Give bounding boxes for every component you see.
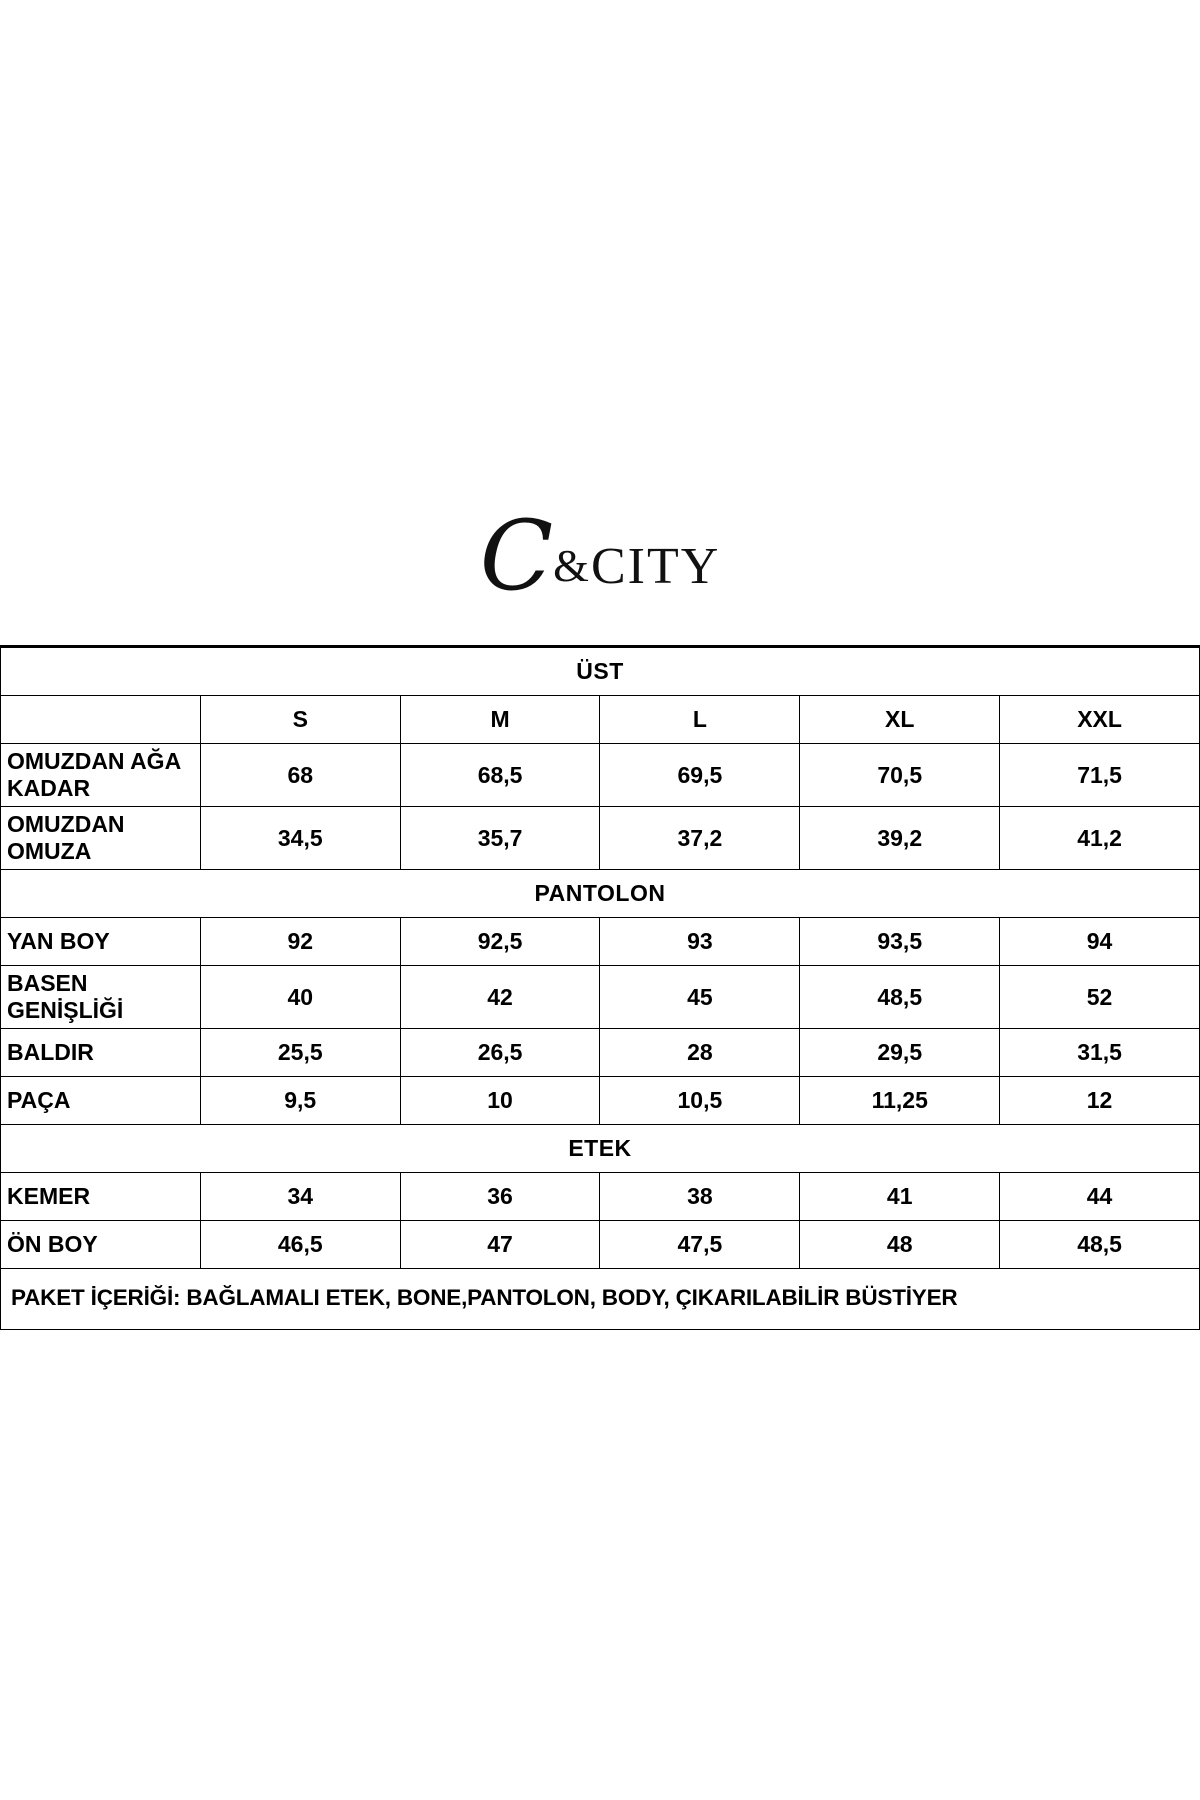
cell-value: 9,5 [200, 1077, 400, 1125]
header-size-m: M [400, 696, 600, 744]
header-blank-cell [1, 696, 201, 744]
table-row [1, 918, 1200, 966]
section-title-etek: ETEK [1, 1125, 1200, 1173]
cell-value: 34 [200, 1173, 400, 1221]
cell-value: 28 [600, 1029, 800, 1077]
cell-value: 31,5 [1000, 1029, 1200, 1077]
cell-value: 47,5 [600, 1221, 800, 1269]
row-label: YAN BOY [1, 918, 201, 966]
brand-header [0, 455, 1200, 647]
cell-value: 41,2 [1000, 807, 1200, 870]
cell-value: 48,5 [1000, 1221, 1200, 1269]
package-contents-note: PAKET İÇERİĞİ: BAĞLAMALI ETEK, BONE,PANTOLON, BODY, ÇIKARILABİLİR BÜSTİYER [0, 1269, 1200, 1330]
column-header-row [1, 696, 1200, 744]
row-label: PAÇA [1, 1077, 201, 1125]
header-size-s: S [200, 696, 400, 744]
brand-logo [479, 500, 721, 612]
cell-value: 25,5 [200, 1029, 400, 1077]
table-row [1, 744, 1200, 807]
cell-value: 69,5 [600, 744, 800, 807]
cell-value: 38 [600, 1173, 800, 1221]
table-row [1, 966, 1200, 1029]
cell-value: 37,2 [600, 807, 800, 870]
table-row [1, 1029, 1200, 1077]
cell-value: 93 [600, 918, 800, 966]
cell-value: 12 [1000, 1077, 1200, 1125]
cell-value: 29,5 [800, 1029, 1000, 1077]
cell-value: 42 [400, 966, 600, 1029]
header-size-l: L [600, 696, 800, 744]
table-row [1, 1221, 1200, 1269]
cell-value: 26,5 [400, 1029, 600, 1077]
row-label: OMUZDAN AĞA KADAR [1, 744, 201, 807]
row-label: KEMER [1, 1173, 201, 1221]
row-label: OMUZDAN OMUZA [1, 807, 201, 870]
section-header-row [1, 648, 1200, 696]
cell-value: 44 [1000, 1173, 1200, 1221]
logo-ampersand: & [553, 540, 589, 591]
header-size-xl: XL [800, 696, 1000, 744]
table-row [1, 1077, 1200, 1125]
cell-value: 10,5 [600, 1077, 800, 1125]
logo-wordmark-city: CITY [590, 538, 721, 595]
row-label: BASEN GENİŞLİĞİ [1, 966, 201, 1029]
cell-value: 48,5 [800, 966, 1000, 1029]
size-chart-table [0, 647, 1200, 1269]
cell-value: 34,5 [200, 807, 400, 870]
row-label: BALDIR [1, 1029, 201, 1077]
row-label: ÖN BOY [1, 1221, 201, 1269]
section-header-row [1, 870, 1200, 918]
cell-value: 36 [400, 1173, 600, 1221]
cell-value: 11,25 [800, 1077, 1000, 1125]
cell-value: 68,5 [400, 744, 600, 807]
cell-value: 46,5 [200, 1221, 400, 1269]
size-chart-block [0, 455, 1200, 1330]
cell-value: 93,5 [800, 918, 1000, 966]
cell-value: 92,5 [400, 918, 600, 966]
cell-value: 71,5 [1000, 744, 1200, 807]
section-title-ust: ÜST [1, 648, 1200, 696]
cell-value: 45 [600, 966, 800, 1029]
cell-value: 94 [1000, 918, 1200, 966]
cell-value: 92 [200, 918, 400, 966]
cell-value: 10 [400, 1077, 600, 1125]
logo-letter-c: C [479, 500, 552, 612]
cell-value: 40 [200, 966, 400, 1029]
cell-value: 70,5 [800, 744, 1000, 807]
section-title-pantolon: PANTOLON [1, 870, 1200, 918]
cell-value: 35,7 [400, 807, 600, 870]
table-row [1, 1173, 1200, 1221]
header-size-xxl: XXL [1000, 696, 1200, 744]
table-row [1, 807, 1200, 870]
section-header-row [1, 1125, 1200, 1173]
cell-value: 68 [200, 744, 400, 807]
cell-value: 39,2 [800, 807, 1000, 870]
cell-value: 47 [400, 1221, 600, 1269]
cell-value: 52 [1000, 966, 1200, 1029]
cell-value: 41 [800, 1173, 1000, 1221]
cell-value: 48 [800, 1221, 1000, 1269]
